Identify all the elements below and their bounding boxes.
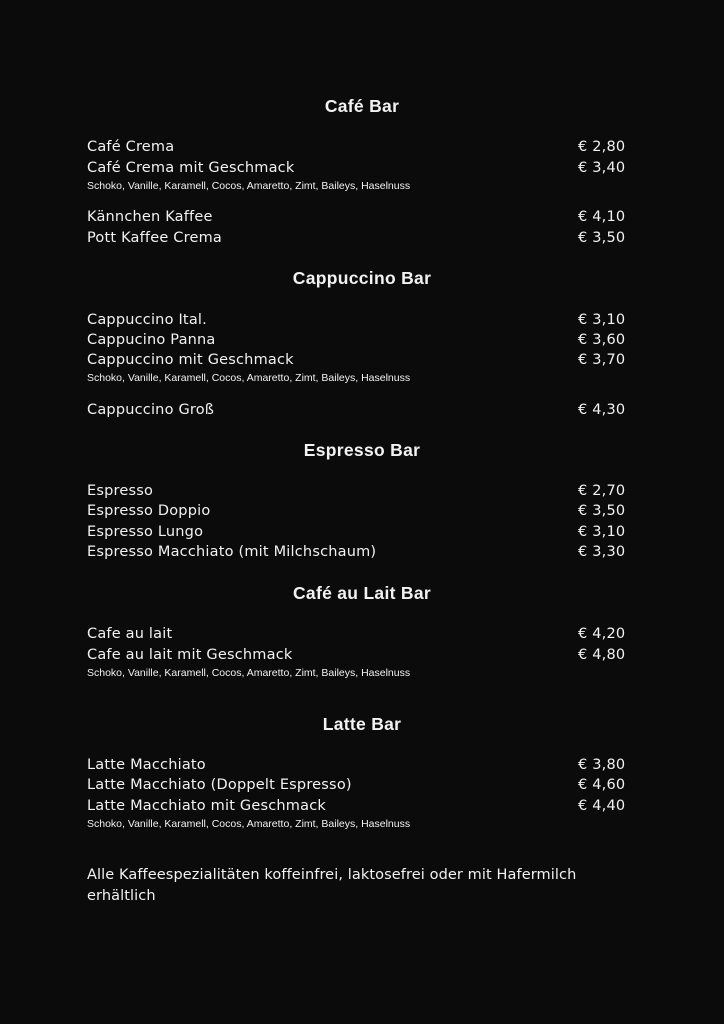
menu-item: [87, 207, 629, 227]
menu-item: [87, 501, 629, 521]
item-name: Cafe au lait: [87, 626, 173, 642]
item-price: € 3,80: [578, 757, 626, 773]
item-price: € 3,10: [578, 312, 626, 328]
menu-item: [87, 645, 629, 665]
item-price: € 4,40: [578, 798, 626, 814]
item-name: Cappuccino mit Geschmack: [87, 352, 294, 368]
menu-item: [87, 158, 629, 178]
item-price: € 3,70: [578, 352, 626, 368]
footnote: Alle Kaffeespezialitäten koffeinfrei, laktosefrei oder mit Hafermilch erhältlich: [87, 867, 577, 904]
item-name: Espresso Lungo: [87, 524, 204, 540]
menu-item: [87, 310, 629, 330]
menu-item: [87, 775, 629, 795]
section-title-cafe-au-lait-bar: Café au Lait Bar: [292, 583, 432, 603]
menu-item: [87, 542, 629, 562]
item-price: € 4,80: [578, 647, 626, 663]
menu-item: [87, 796, 629, 816]
item-name: Cappuccino Groß: [87, 402, 215, 418]
item-price: € 3,50: [578, 503, 626, 519]
section-title-latte-bar: Latte Bar: [322, 714, 402, 734]
menu-item: [87, 481, 629, 501]
menu-item: [87, 522, 629, 542]
menu-item: [87, 350, 629, 370]
item-price: € 2,80: [578, 139, 626, 155]
item-price: € 3,30: [578, 544, 626, 560]
section-title-cappuccino-bar: Cappuccino Bar: [292, 268, 432, 288]
menu-item: [87, 330, 629, 350]
flavor-options: Schoko, Vanille, Karamell, Cocos, Amaretto, Zimt, Baileys, Haselnuss: [87, 180, 411, 192]
item-price: € 4,30: [578, 402, 626, 418]
item-price: € 4,20: [578, 626, 626, 642]
item-name: Cafe au lait mit Geschmack: [87, 647, 293, 663]
item-price: € 2,70: [578, 483, 626, 499]
item-name: Latte Macchiato: [87, 757, 206, 773]
item-name: Espresso Macchiato (mit Milchschaum): [87, 544, 377, 560]
item-name: Latte Macchiato mit Geschmack: [87, 798, 326, 814]
item-name: Café Crema mit Geschmack: [87, 160, 295, 176]
menu-item: [87, 137, 629, 157]
item-name: Espresso: [87, 483, 154, 499]
menu-item: [87, 228, 629, 248]
flavor-options: Schoko, Vanille, Karamell, Cocos, Amaretto, Zimt, Baileys, Haselnuss: [87, 667, 411, 679]
flavor-options: Schoko, Vanille, Karamell, Cocos, Amaretto, Zimt, Baileys, Haselnuss: [87, 372, 411, 384]
section-title-cafe-bar: Café Bar: [324, 96, 400, 116]
item-name: Pott Kaffee Crema: [87, 230, 222, 246]
item-price: € 3,10: [578, 524, 626, 540]
item-name: Kännchen Kaffee: [87, 209, 213, 225]
item-name: Espresso Doppio: [87, 503, 211, 519]
item-price: € 4,10: [578, 209, 626, 225]
item-price: € 3,40: [578, 160, 626, 176]
item-name: Cappuccino Ital.: [87, 312, 207, 328]
flavor-options: Schoko, Vanille, Karamell, Cocos, Amaretto, Zimt, Baileys, Haselnuss: [87, 818, 411, 830]
item-price: € 3,60: [578, 332, 626, 348]
menu-item: [87, 624, 629, 644]
section-title-espresso-bar: Espresso Bar: [303, 440, 421, 460]
menu-item: [87, 400, 629, 420]
item-name: Café Crema: [87, 139, 175, 155]
item-price: € 3,50: [578, 230, 626, 246]
item-price: € 4,60: [578, 777, 626, 793]
item-name: Latte Macchiato (Doppelt Espresso): [87, 777, 352, 793]
item-name: Cappucino Panna: [87, 332, 216, 348]
menu-item: [87, 755, 629, 775]
